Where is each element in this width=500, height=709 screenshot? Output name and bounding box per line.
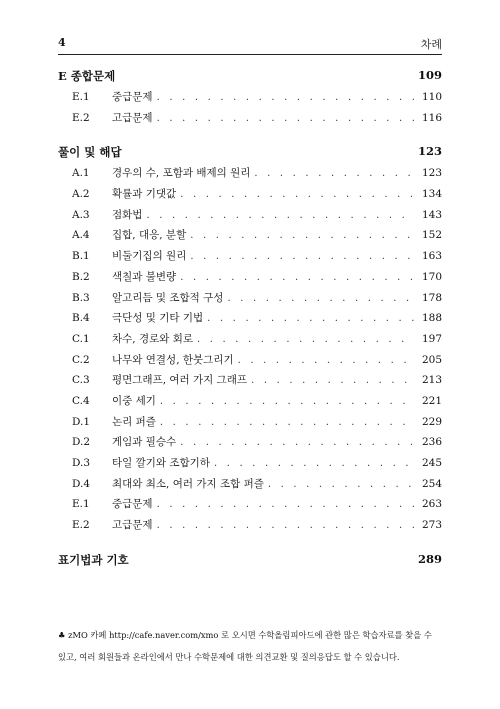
entry-title: 타일 깔기와 조합기하	[112, 457, 210, 469]
toc-entry	[58, 186, 442, 207]
toc-entry	[58, 393, 442, 414]
entry-page: 152	[421, 229, 442, 242]
entry-number: D.3	[72, 457, 91, 469]
leader-dots	[157, 113, 414, 124]
entry-page: 188	[421, 312, 442, 325]
entry-number: C.4	[72, 394, 90, 407]
leader-dots	[254, 168, 414, 179]
club-icon: ♣	[58, 630, 66, 640]
entry-page: 116	[421, 111, 442, 124]
leader-dots	[227, 293, 414, 304]
leader-dots	[157, 520, 414, 531]
entry-page: 236	[421, 436, 442, 449]
entry-page: 245	[421, 457, 442, 469]
entry-number: D.2	[72, 436, 91, 449]
toc-entry	[58, 331, 442, 352]
entry-number: E.2	[72, 111, 90, 124]
leader-dots	[180, 437, 414, 448]
leader-dots	[160, 396, 414, 407]
entry-title: 확률과 기댓값	[112, 188, 177, 201]
toc-entry	[58, 455, 442, 476]
entry-title: 비둘기집의 원리	[112, 250, 187, 263]
toc-entry	[58, 269, 442, 290]
toc-entry	[58, 89, 442, 110]
entry-number: B.3	[72, 291, 90, 304]
entry-page: 263	[421, 498, 442, 511]
entry-page: 163	[421, 250, 442, 263]
leader-dots	[180, 189, 414, 200]
running-title: 차례	[420, 38, 442, 51]
entry-title: 점화법	[112, 208, 143, 221]
toc-entry	[58, 110, 442, 131]
entry-title: 중급문제	[112, 91, 153, 103]
toc-entry	[58, 352, 442, 373]
entry-page: 213	[421, 374, 442, 387]
entry-page: 123	[421, 167, 442, 180]
entry-title: 경우의 수, 포함과 배제의 원리	[112, 167, 251, 180]
leader-dots	[157, 92, 414, 103]
entry-title: 나무와 연결성, 한붓그리기	[112, 353, 234, 366]
entry-title: 알고리듬 및 조합적 구성	[112, 291, 224, 304]
entry-title: 게임과 필승수	[112, 436, 177, 449]
entry-page: 221	[421, 394, 442, 407]
entry-number: D.1	[72, 415, 91, 428]
entry-title: 극단성 및 기타 기법	[112, 312, 204, 325]
header-rule	[58, 54, 442, 55]
entry-page: 170	[421, 270, 442, 283]
entry-title: 집합, 대응, 분할	[112, 229, 187, 242]
toc-entry	[58, 434, 442, 455]
entry-title: 중급문제	[112, 498, 153, 511]
toc-entry	[58, 496, 442, 517]
chapter-title: E 종합문제	[58, 69, 116, 83]
page-header	[58, 36, 442, 52]
leader-dots	[157, 499, 414, 510]
leader-dots	[251, 375, 414, 386]
leader-dots	[268, 479, 414, 490]
leader-dots	[190, 230, 414, 241]
chapter-page: 123	[417, 144, 442, 159]
entry-number: B.2	[72, 270, 90, 283]
entry-number: A.1	[72, 167, 90, 180]
toc-chapter	[58, 68, 442, 89]
toc-chapter	[58, 144, 442, 165]
entry-number: C.1	[72, 332, 90, 345]
chapter-title: 표기법과 기호	[58, 552, 129, 567]
entry-page: 178	[421, 291, 442, 304]
page-number: 4	[58, 36, 66, 49]
entry-page: 229	[421, 415, 442, 428]
entry-number: E.1	[72, 91, 90, 103]
leader-dots	[207, 313, 414, 324]
toc-entry	[58, 372, 442, 393]
entry-number: D.4	[72, 477, 91, 490]
table-of-contents	[58, 68, 442, 573]
toc-entry	[58, 165, 442, 186]
entry-number: A.4	[72, 229, 90, 242]
entry-number: B.1	[72, 250, 90, 263]
entry-number: A.2	[72, 188, 90, 201]
entry-title: 평면그래프, 여러 가지 그래프	[112, 374, 248, 387]
entry-number: A.3	[72, 208, 90, 221]
entry-page: 254	[421, 477, 442, 490]
entry-page: 205	[421, 353, 442, 366]
toc-entry	[58, 414, 442, 435]
leader-dots	[160, 417, 414, 428]
leader-dots	[197, 334, 414, 345]
toc-entry	[58, 310, 442, 331]
leader-dots	[180, 272, 414, 283]
entry-title: 고급문제	[112, 519, 153, 532]
entry-title: 고급문제	[112, 111, 153, 124]
toc-entry	[58, 290, 442, 311]
entry-page: 197	[421, 332, 442, 345]
entry-page: 273	[421, 519, 442, 532]
entry-title: 차수, 경로와 회로	[112, 332, 194, 345]
leader-dots	[238, 355, 414, 366]
entry-number: C.2	[72, 353, 90, 366]
footnote	[58, 624, 442, 668]
toc-entry	[58, 207, 442, 228]
footnote-text: zMO 카페 http://cafe.naver.com/xmo 로 오시면 수학올림피아드에 관한 많은 학습자료를 찾을 수 있고, 여러 회원들과 온라인에서 만나 수학문제에 대한 의견교환 및 질의응답도 할 수 있습니다.	[58, 630, 432, 662]
entry-number: C.3	[72, 374, 90, 387]
leader-dots	[190, 251, 414, 262]
toc-entry	[58, 517, 442, 538]
toc-entry	[58, 476, 442, 497]
entry-number: E.1	[72, 498, 90, 511]
leader-dots	[214, 458, 414, 469]
entry-title: 이중 세기	[112, 394, 156, 407]
leader-dots	[146, 210, 414, 221]
chapter-page: 289	[417, 551, 442, 566]
toc-entry	[58, 248, 442, 269]
entry-page: 110	[421, 91, 442, 103]
entry-title: 색칠과 불변량	[112, 270, 177, 283]
chapter-page: 109	[417, 68, 442, 82]
chapter-title: 풀이 및 해답	[58, 145, 122, 160]
entry-page: 134	[421, 188, 442, 201]
toc-chapter	[58, 552, 442, 573]
entry-number: B.4	[72, 312, 90, 325]
entry-number: E.2	[72, 519, 90, 532]
entry-page: 143	[421, 208, 442, 221]
toc-entry	[58, 227, 442, 248]
entry-title: 최대와 최소, 여러 가지 조합 퍼즐	[112, 477, 264, 490]
entry-title: 논리 퍼즐	[112, 415, 156, 428]
